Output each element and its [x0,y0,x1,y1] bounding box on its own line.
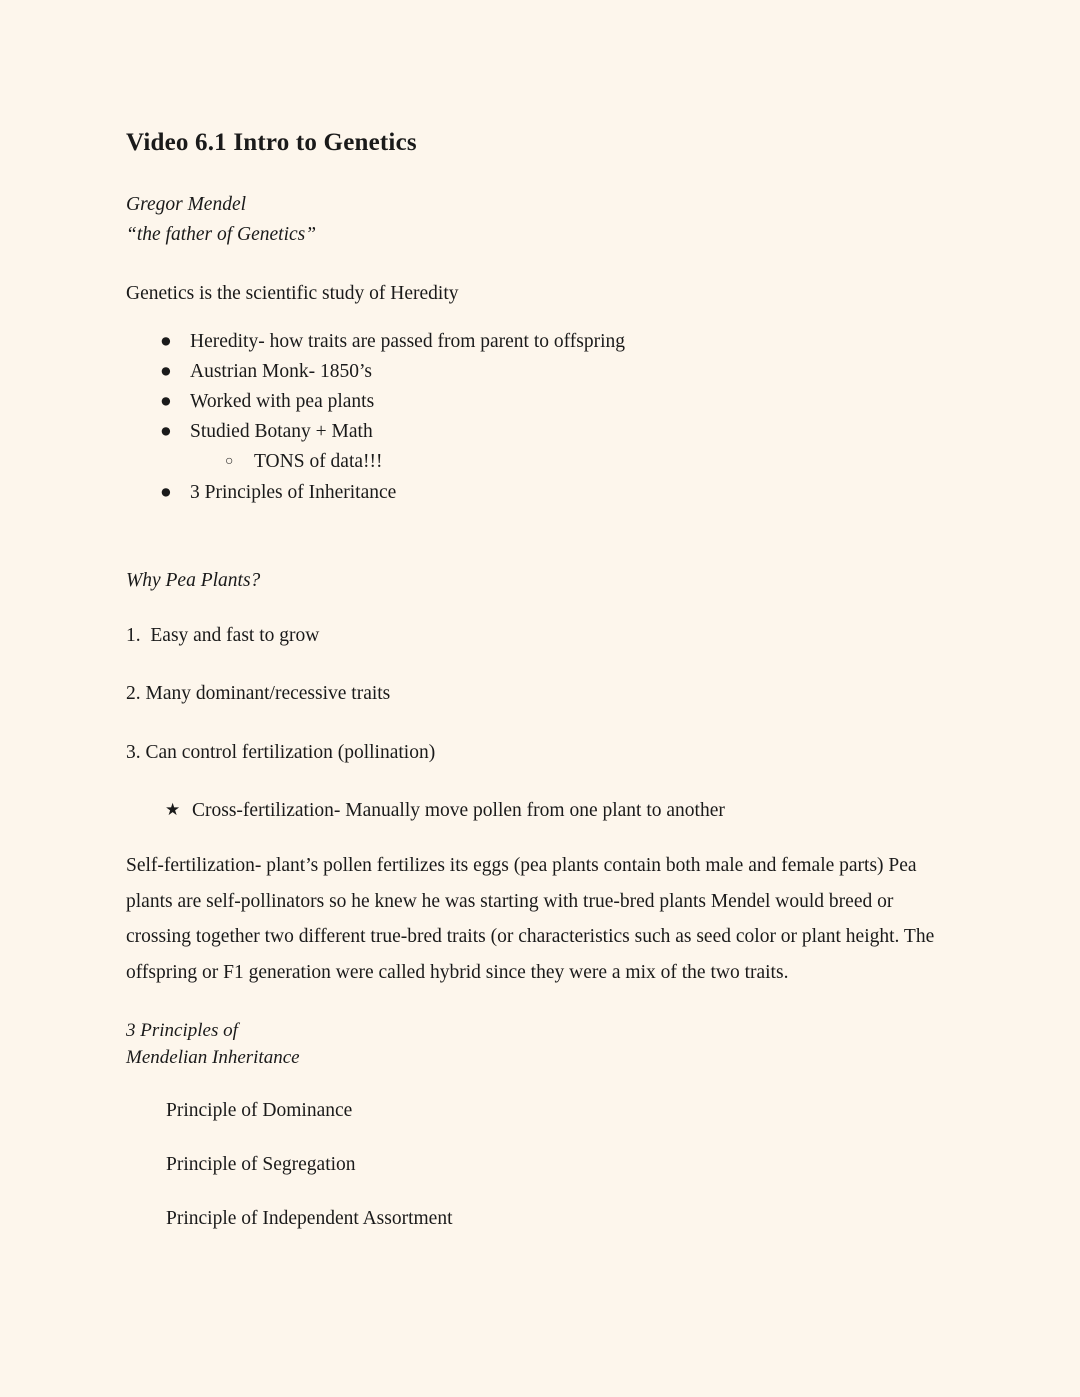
why-pea-plants-list [126,621,952,767]
list-item-label: Heredity- how traits are passed from parent to offspring [190,330,626,352]
list-item-label: Cross-fertilization- Manually move pollen from one plant to another [192,799,725,821]
self-fertilization-paragraph: Self-fertilization- plant’s pollen fertilizes its eggs (pea plants contain both male and female parts) Pea plants are self-pollinators so he knew he was starting with true-bred plants Mendel would breed or crossing together two different true-bred traits (or characteristics such as seed color or plant height. The offspring or F1 generation were called hybrid since they were a mix of the two traits. [126,855,935,984]
why-pea-plants-heading: Why Pea Plants? [126,569,261,591]
principles-list [126,1096,952,1234]
list-item: Principle of Segregation [166,1154,356,1176]
list-item [126,796,952,826]
list-item [126,387,952,417]
page-title: Video 6.1 Intro to Genetics [126,129,417,156]
mendel-facts-list [126,327,952,508]
list-item [126,417,952,477]
star-bullet-icon: ★ [165,799,181,819]
list-item-label: 3 Principles of Inheritance [190,481,397,503]
list-item: 1. Easy and fast to grow [126,625,320,647]
list-item: Principle of Dominance [166,1099,353,1121]
disc-bullet-icon: ● [160,330,172,352]
principles-heading-line-1: 3 Principles of [126,1019,238,1041]
list-item-label: Worked with pea plants [190,390,375,412]
disc-bullet-icon: ● [160,360,172,382]
list-item: Principle of Independent Assortment [166,1208,453,1230]
list-item [126,357,952,387]
disc-bullet-icon: ● [160,481,172,503]
list-item [126,478,952,508]
author-subtitle [126,190,952,249]
disc-bullet-icon: ● [160,390,172,412]
author-name: Gregor Mendel [126,194,247,215]
author-epithet: “the father of Genetics” [126,223,317,245]
list-item [190,447,952,477]
list-item: 3. Can control fertilization (pollination) [126,741,436,763]
circle-bullet-icon: ○ [225,454,234,470]
principles-heading-line-2: Mendelian Inheritance [126,1047,300,1069]
disc-bullet-icon: ● [160,421,172,443]
list-item-label: TONS of data!!! [254,451,383,473]
genetics-definition: Genetics is the scientific study of Heredity [126,283,459,305]
principles-heading [126,1017,952,1072]
mendel-facts-sublist [190,447,952,477]
cross-fertilization-list [126,796,952,826]
list-item [126,327,952,357]
list-item-label: Austrian Monk- 1850’s [190,360,372,382]
list-item-label: Studied Botany + Math [190,421,373,443]
list-item: 2. Many dominant/recessive traits [126,683,391,705]
